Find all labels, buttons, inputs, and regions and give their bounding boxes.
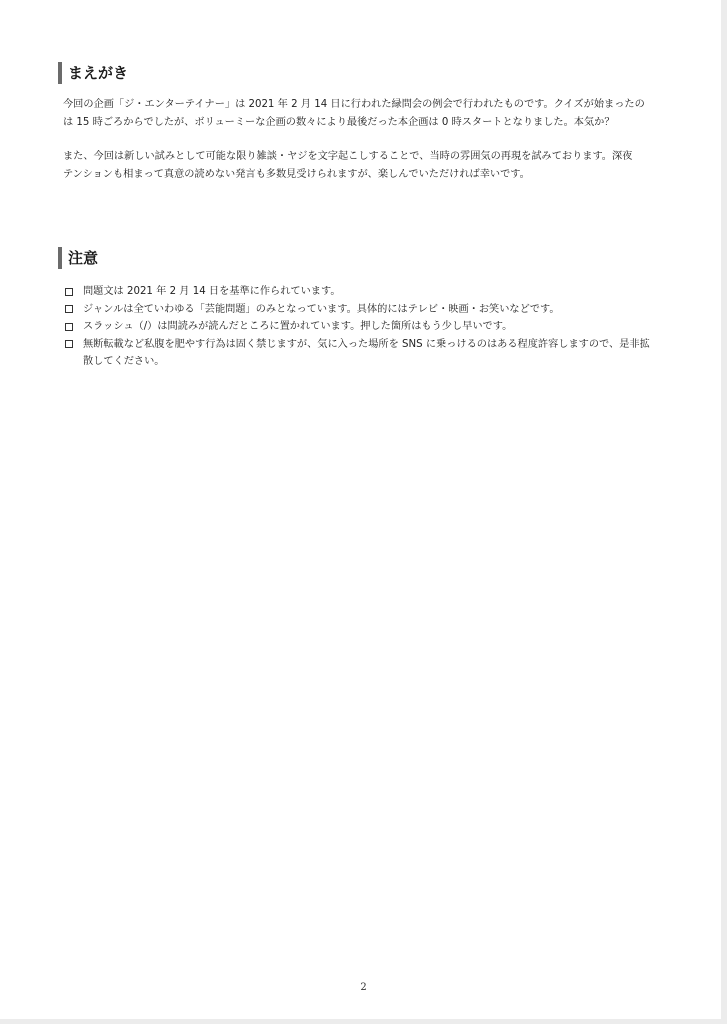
note-item-text: ジャンルは全ていわゆる「芸能問題」のみとなっています。具体的にはテレビ・映画・お笑いなどです。 <box>83 303 560 315</box>
note-item <box>63 301 678 319</box>
note-item <box>63 283 678 301</box>
note-item-text-continued: 散してください。 <box>83 356 165 367</box>
section-heading-notes: 注意 <box>58 247 98 269</box>
intro-paragraph-1-line-2: は 15 時ごろからでしたが、ボリューミーな企画の数々により最後だった本企画は 0 時スタートとなりました。本気か？ <box>63 117 615 128</box>
page-number: 2 <box>360 982 367 993</box>
intro-paragraph-1-line-1: 今回の企画「ジ・エンターテイナー」は 2021 年 2 月 14 日に行われた緑問会の例会で行われたものです。クイズが始まったの <box>63 99 645 110</box>
checkbox-icon <box>65 288 73 296</box>
checkbox-icon <box>65 340 73 348</box>
note-item-text: スラッシュ（/）は問読みが読んだところに置かれています。押した箇所はもう少し早いです。 <box>83 321 513 332</box>
checkbox-icon <box>65 305 73 313</box>
intro-paragraph-2-line-1: また、今回は新しい試みとして可能な限り雑談・ヤジを文字起こしすることで、当時の雰囲気の再現を試みております。深夜 <box>63 151 633 162</box>
intro-paragraph-1 <box>63 96 673 132</box>
note-item <box>63 336 678 371</box>
note-item-text: 無断転載など私腹を肥やす行為は固く禁じますが、気に入った場所を SNS に乗っけるのはある程度許容しますので、是非拡 <box>83 338 650 350</box>
section-heading-intro: まえがき <box>58 62 128 84</box>
intro-paragraph-2-line-2: テンションも相まって真意の読めない発言も多数見受けられますが、楽しんでいただければ幸いです。 <box>63 169 530 180</box>
checkbox-icon <box>65 323 73 331</box>
note-item <box>63 318 678 336</box>
note-item-text: 問題文は 2021 年 2 月 14 日を基準に作られています。 <box>83 286 341 297</box>
notes-list <box>63 283 678 371</box>
intro-paragraph-2 <box>63 148 673 184</box>
